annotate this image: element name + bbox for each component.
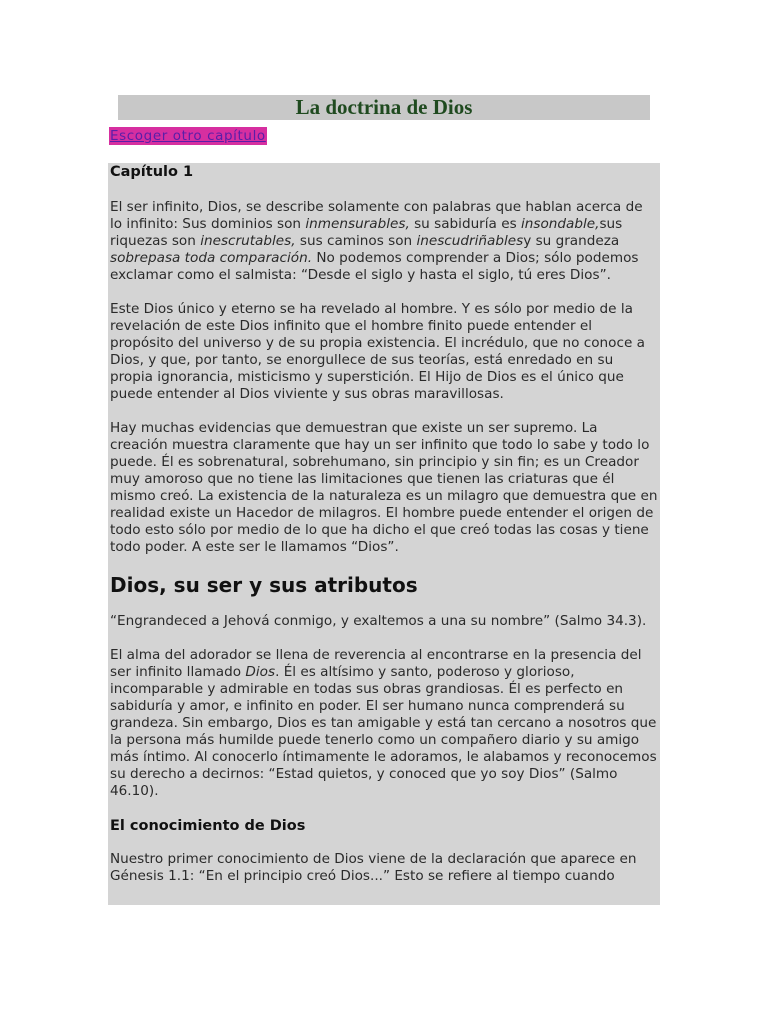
page-title: La doctrina de Dios	[295, 95, 473, 119]
section-paragraph-1	[110, 647, 658, 800]
subsection-heading: El conocimiento de Dios	[110, 818, 306, 834]
emphasis-text: insondable,	[520, 216, 600, 232]
chapter-paragraph-1	[110, 199, 658, 284]
text-run: su sabiduría es	[409, 216, 521, 232]
title-bar	[118, 95, 650, 120]
chapter-paragraph-2: Este Dios único y eterno se ha revelado al hombre. Y es sólo por medio de la revelación de este Dios infinito que el hombre finito puede entender el propósito del universo y de su propia existencia. El incrédulo, que no conoce a Dios, y que, por tanto, se enorgullece de sus teorías, está enredado en su propia ignorancia, misticismo y superstición. El Hijo de Dios es el único que puede entender al Dios viviente y sus obras maravillosas.	[110, 301, 645, 402]
content-panel	[108, 163, 660, 905]
choose-chapter-link[interactable]: Escoger otro capítulo	[110, 128, 266, 144]
emphasis-text: sobrepasa toda comparación.	[110, 250, 313, 266]
text-run: sus caminos son	[295, 233, 417, 249]
section-quote: “Engrandeced a Jehová conmigo, y exaltemos a una su nombre” (Salmo 34.3).	[110, 613, 647, 629]
emphasis-text: inescrutables,	[200, 233, 296, 249]
emphasis-text: inescudriñables	[416, 233, 524, 249]
chapter-paragraph-3: Hay muchas evidencias que demuestran que existe un ser supremo. La creación muestra claramente que hay un ser infinito que todo lo sabe y todo lo puede. Él es sobrenatural, sobrehumano, sin principio y sin fin; es un Creador muy amoroso que no tiene las limitaciones que tienen las criaturas que él mismo creó. La existencia de la naturaleza es un milagro que demuestra que en realidad existe un Hacedor de milagros. El hombre puede entender el origen de todo esto sólo por medio de lo que ha dicho el que creó todas las cosas y tiene todo poder. A este ser le llamamos “Dios”.	[110, 420, 658, 555]
text-run: sus riquezas son	[110, 216, 623, 249]
section-heading: Dios, su ser y sus atributos	[110, 573, 418, 597]
emphasis-text: Dios	[245, 664, 276, 680]
text-run: El ser infinito, Dios, se describe solamente con palabras que hablan acerca de lo infinito: Sus dominios son	[110, 199, 643, 232]
text-run: y su grandeza	[523, 233, 620, 249]
chapter-heading: Capítulo 1	[110, 164, 194, 180]
text-run: El alma del adorador se llena de reverencia al encontrarse en la presencia del ser infinito llamado	[110, 647, 642, 680]
text-run: No podemos comprender a Dios; sólo podemos exclamar como el salmista: “Desde el siglo y hasta el siglo, tú eres Dios”.	[110, 250, 639, 283]
text-run: . Él es altísimo y santo, poderoso y glorioso, incomparable y admirable en todas sus obras grandiosas. Él es perfecto en sabiduría y amor, e infinito en poder. El ser humano nunca comprenderá su grandeza. Sin embargo, Dios es tan amigable y está tan cercano a nosotros que la persona más humilde puede tenerlo como un compañero diario y su amigo más íntimo. Al conocerlo íntimamente le adoramos, le alabamos y reconocemos su derecho a decirnos: “Estad quietos, y conoced que yo soy Dios” (Salmo 46.10).	[110, 664, 657, 799]
emphasis-text: inmensurables,	[305, 216, 410, 232]
subsection-paragraph-1: Nuestro primer conocimiento de Dios viene de la declaración que aparece en Génesis 1.1: “En el principio creó Dios...” Esto se refiere al tiempo cuando	[110, 851, 637, 884]
